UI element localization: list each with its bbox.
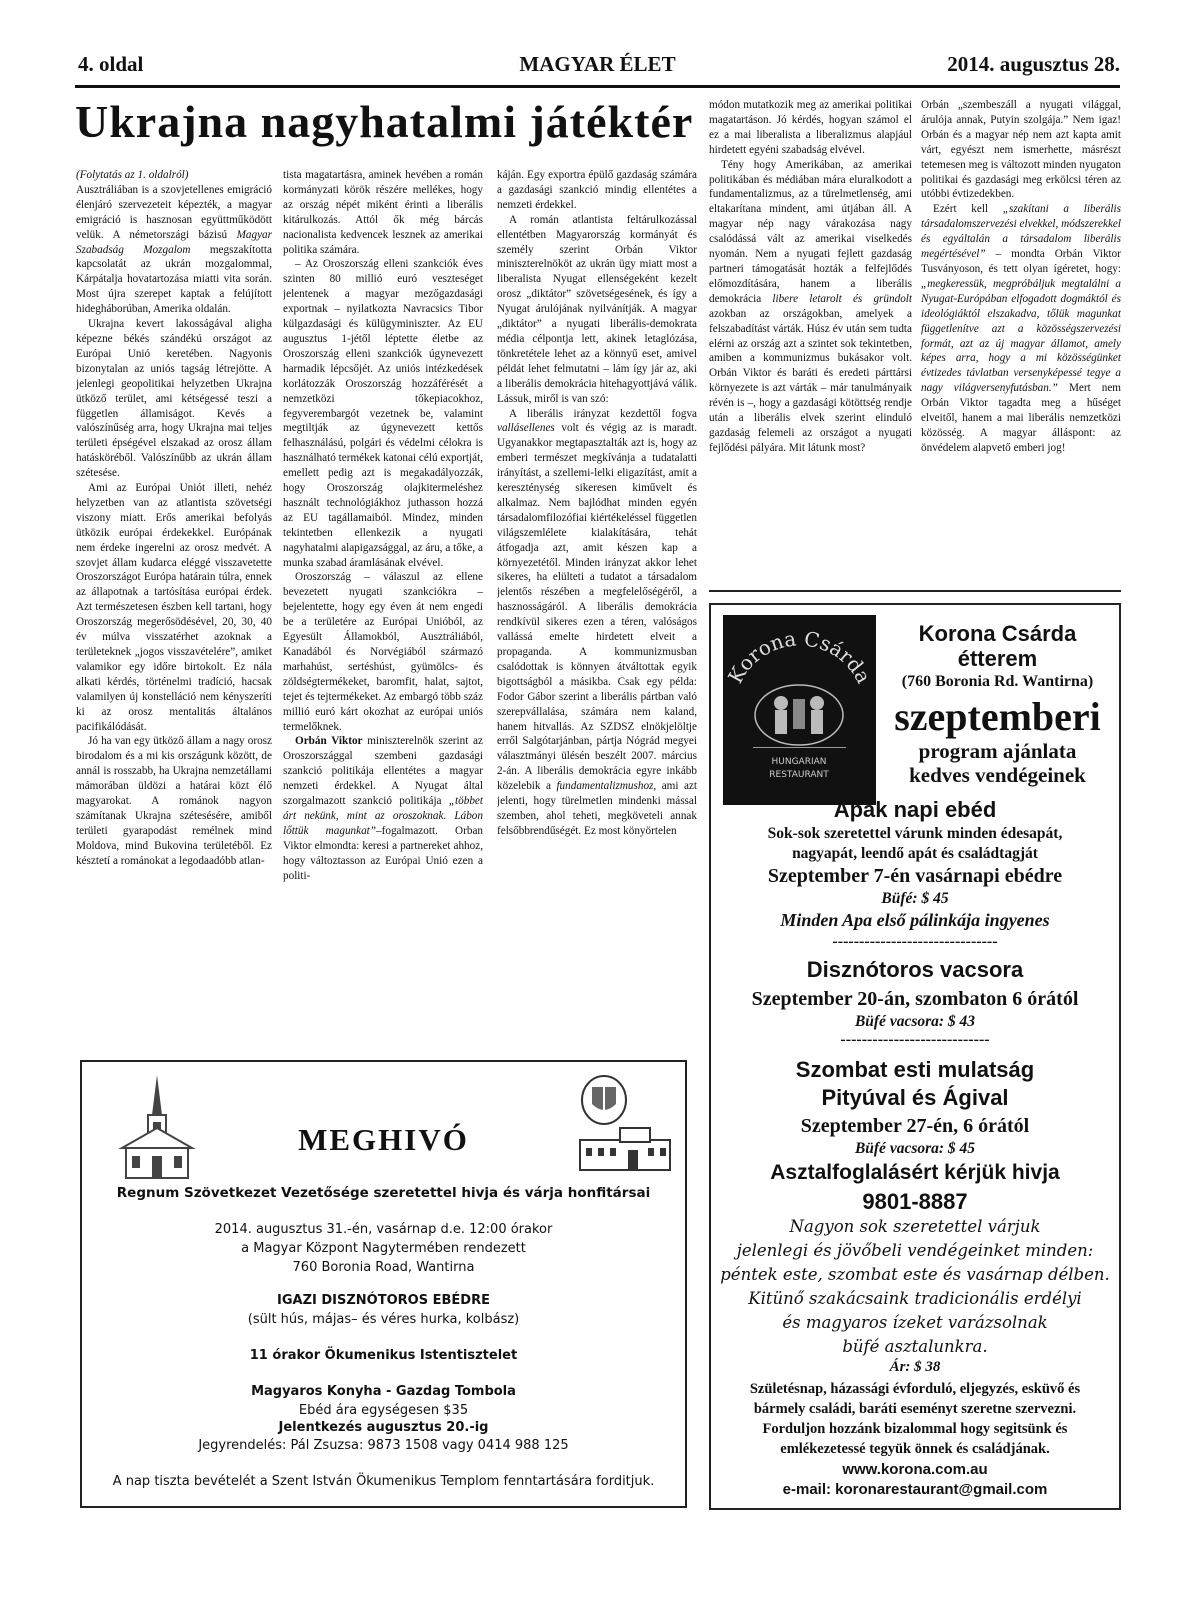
meghivo-title: MEGHIVÓ bbox=[298, 1122, 469, 1157]
booking-phone: 9801-8887 bbox=[862, 1189, 968, 1214]
korona-name: Korona Csárda bbox=[918, 621, 1077, 646]
article-paragraph: módon mutatkozik meg az amerikai politikai magatartáson. Jó kérdés, hogyan számol el ez a mai liberalista a liberalizmus alapjául hirdetett egyéni szabadság elvével. bbox=[709, 99, 912, 156]
article-paragraph: Oroszország – válaszul az ellene bevezetett nyugati szankciókra – bejelentette, hogy egy éven át nem engedi be a területére az Európai Unióból, az Egyesült Államokból, Ausztráliából, Kanadából és Norvégiából származó marhahúst, sertéshúst, gyümölcs- és zöldségtermékeket, baromfit, halat, sajtot, tejet és tejtermékeket. Az embargó több száz millió euró kárt okozhat az európai uniós termelőknek. bbox=[283, 571, 483, 733]
divider-line: ---------------------------- bbox=[840, 1031, 990, 1048]
footer-text: Forduljon hozzánk bizalommal hogy segitsünk és bbox=[762, 1421, 1068, 1437]
article-paragraph: Tény hogy Amerikában, az amerikai politikában és médiában mára eluralkodott a fundamentalizmus, az a türelmetlenség, ami eltakarítana mindent, ami útjában áll. A magyar nép nagy várakozása nagy csalódássá vált az amerikai viselkedés nyomán. Nem a nyugati fejlett gazdaság partneri támogatását hozták a felfejlődés előmozdítására, hanem a liberális demokrácia libere letarolt és gründolt azokban az országokban, amelyek a felszabadítást várták. Húsz év után sem tudta elérni az ország azt a szintet sok tekintetben, amiben a kommunizmus bukásakor volt. Orbán Viktor és baráti és eredeti párttársi környezete is azt várták – már tanulmányaik révén is –, hogy a gazdasági kötöttség rendje után a liberális elvek szerint elinduló gazdaság felemeli az országot a nyugati fejlődési pályára. Mit látunk most? bbox=[709, 158, 912, 454]
korona-program: program ajánlata bbox=[918, 739, 1077, 763]
email-link[interactable]: e-mail: koronarestaurant@gmail.com bbox=[782, 1481, 1048, 1498]
script-line: péntek este, szombat este és vasárnap délben. bbox=[720, 1265, 1110, 1284]
meghivo-line: A nap tiszta bevételét a Szent István Ökumenikus Templom fenntartására forditjuk. bbox=[112, 1474, 655, 1489]
meghivo-line: IGAZI DISZNÓTOROS EBÉDRE bbox=[277, 1293, 490, 1308]
korona-logo-sub1: HUNGARIAN bbox=[771, 757, 827, 767]
meghivo-line: Jegyrendelés: Pál Zsuzsa: 9873 1508 vagy 0414 988 125 bbox=[198, 1438, 569, 1453]
meghivo-line: Magyaros Konyha - Gazdag Tombola bbox=[251, 1384, 516, 1399]
article-paragraph: Ezért kell „szakítani a liberális társadalomszervezési elvekkel, módszerekkel és egyáltalán a társadalom liberális megértésével” – mondta Orbán Viktor Tusványoson, és tett olyan ígéretet, hogy: „megkeressük, megpróbáljuk megtalálni a Nyugat-Európában elfogadott dogmáktól és ideológiáktól elszakadva, tőlük magunkat függetlenítve azt a közösségszervezési formát, azt az új magyar államot, amely képes arra, hogy a mi közösségünket évtizedes távlatban versenyképessé tegye a nagy világversenyfutásban.” Mert nem Orbán Viktor tagadta meg a hűséget elveitől, hanem a mai liberális nemzetközi közösség. A magyar álláspont: az önvédelem alapvető emberi jog! bbox=[921, 203, 1121, 454]
event-date: Szeptember 20-án, szombaton 6 órától bbox=[751, 988, 1079, 1010]
meghivo-line: Ebéd ára egységesen $35 bbox=[298, 1403, 469, 1418]
footer-text: bármely családi, baráti eseményt szeretne szervezni. bbox=[753, 1401, 1077, 1417]
event-price: Büfé: $ 45 bbox=[881, 890, 949, 907]
event-title: Disznótoros vacsora bbox=[806, 957, 1024, 982]
korona-logo bbox=[723, 615, 876, 805]
newspaper-title: MAGYAR ÉLET bbox=[519, 52, 676, 76]
header-rule bbox=[75, 85, 1120, 88]
event-price: Büfé vacsora: $ 43 bbox=[854, 1013, 976, 1030]
article-paragraph: Orbán „szembeszáll a nyugati világgal, árulója annak, Putyin szolgája.” Nem igaz! Orbán és a magyar nép nem azt kapta amit várt, egyészt nem ismerhette, másrészt tetemesen meg is változott minden nyugaton politikai és gazdasági meg erkölcsi téren az utóbbi évtizedekben. bbox=[921, 99, 1121, 201]
issue-date: 2014. augusztus 28. bbox=[947, 52, 1120, 76]
korona-month: szeptemberi bbox=[894, 694, 1101, 739]
script-line: büfé asztalunkra. bbox=[842, 1337, 988, 1356]
meghivo-line: (sült hús, májas– és véres hurka, kolbász) bbox=[247, 1312, 520, 1327]
korona-csarda-ad bbox=[709, 603, 1121, 1510]
footer-text: emlékezetessé tegyük önnek és családjának. bbox=[780, 1441, 1050, 1457]
korona-logo-graphic bbox=[723, 615, 876, 805]
korona-logo-arc-text: Korona Csárda bbox=[723, 626, 876, 688]
footer-text: Születésnap, házassági évforduló, eljegyzés, esküvő és bbox=[749, 1381, 1081, 1397]
article-headline: Ukrajna nagyhatalmi játéktér bbox=[75, 96, 694, 147]
meghivo-line: 11 órakor Ökumenikus Istentisztelet bbox=[249, 1348, 518, 1363]
script-line: és magyaros ízeket varázsolnak bbox=[782, 1313, 1048, 1332]
article-paragraph: Jó ha van egy ütköző állam a nagy orosz birodalom és a mi kis országunk között, de annál is rosszabb, ha Ukrajna nemzetállami mámorában üldözi a határai közt élő magyarokat. A románok nagyon számítanak Ukrajna szétesésére, amiből területi gyarapodást remélnek mind Moldova, mind Bukovina területéből. Ez késztetí a románokat a legodaadóbb atlan- bbox=[76, 735, 272, 867]
article-column-3 bbox=[497, 168, 697, 1043]
event-note: Minden Apa első pálinkája ingyenes bbox=[780, 910, 1050, 930]
article-paragraph: Ausztráliában is a szovjetellenes emigráció élenjáró szervezeteit képezték, a magyar emigráció is hasznosan együttműködött velük. A németországi bázisú Magyar Szabadság Mozgalom megszakította kapcsolatát az ukrán mozgalommal, Kárpátalja hovatartozása miatti vita során. Most újra szerepet kaptak a felújított hidegháborúban, Amerika oldalán. bbox=[76, 183, 272, 316]
script-line: Kitünő szakácsaink tradicionális erdélyi bbox=[748, 1289, 1082, 1308]
page-number: 4. oldal bbox=[78, 52, 144, 76]
article-column-5 bbox=[921, 98, 1121, 581]
meghivo-line: Regnum Szövetkezet Vezetősége szeretettel hivja és várja honfitársai bbox=[116, 1185, 651, 1201]
column-divider bbox=[709, 590, 1121, 592]
event-text: nagyapát, leendő apát és családtagját bbox=[792, 845, 1038, 862]
meghivo-line: a Magyar Központ Nagytermében rendezett bbox=[241, 1241, 526, 1256]
article-paragraph: Ami az Európai Uniót illeti, nehéz helyzetben van az atlantista szövetségi viszony miatt. Erős amerikai befolyás ütközik európai érdekekkel. Európának nem érdeke ingerelni az orosz medvét. A szovjet állam kudarca eléggé visszavetette Oroszországot Európa határain túlra, ennek az állapotnak a tartósítása európai érdek. Azt természetesen észben kell tartani, hogy Oroszország megerősödésével, 20, 30, 40 év múlva visszatérhet azoknak a területeknek „jogos visszavételére”, amiket valamikor egy időre birtokolt. Ez nála alkati kérdés, történelmi tradíció, hacsak valamilyen új konstelláció nem kényszeríti ki az orosz mentalitás általános pacifikálódását. bbox=[76, 482, 272, 733]
buffet-price: Ár: $ 38 bbox=[889, 1359, 941, 1375]
event-title: Apák napi ebéd bbox=[833, 797, 997, 822]
event-date: Szeptember 7-én vasárnapi ebédre bbox=[767, 865, 1063, 887]
divider-line: ------------------------------- bbox=[832, 933, 998, 950]
korona-logo-sub2: RESTAURANT bbox=[769, 770, 829, 780]
svg-text:Korona Csárda bbox=[723, 626, 876, 687]
script-line: jelenlegi és jövőbeli vendégeinket minden: bbox=[736, 1241, 1094, 1260]
booking-text: Asztalfoglalásért kérjük hivja bbox=[770, 1161, 1060, 1184]
article-paragraph: A román atlantista feltárulkozással ellentétben Magyarország kormányát és személy szerint Orbán Viktor miniszterelnököt az ukrán ügy miatt most a liberalista Nyugat ellenségeként kezelt orosz „diktátor” szövetségesének, és így a Nyugat árulójának nyilvánítják. A magyar „diktátor” a nyugati liberális-demokrata média célpontja lett, akinek letaglózása, tönkretétele lehet az a könnyű eset, amivel példát lehet felmutatni – lám így jár az, aki a liberális demokrácia hitehagyottjává válik. Lássuk, miről is van szó: bbox=[497, 213, 697, 405]
korona-name-sub: étterem bbox=[957, 646, 1038, 671]
article-paragraph: káján. Egy exportra épülő gazdaság számára a gazdasági szankció mindig ellentétes a nemzeti érdekkel. bbox=[497, 169, 697, 211]
korona-program: kedves vendégeinek bbox=[909, 763, 1086, 787]
meghivo-line: 2014. augusztus 31.-én, vasárnap d.e. 12:00 órakor bbox=[214, 1222, 553, 1237]
event-title: Szombat esti mulatság bbox=[795, 1057, 1035, 1082]
meghivo-line: 760 Boronia Road, Wantirna bbox=[292, 1260, 475, 1275]
article-column-1 bbox=[76, 168, 272, 1043]
article-column-4 bbox=[709, 98, 912, 581]
article-paragraph: (Folytatás az 1. oldalról) bbox=[76, 169, 189, 181]
event-price: Büfé vacsora: $ 45 bbox=[854, 1140, 976, 1157]
article-paragraph: – Az Oroszország elleni szankciók éves szinten 80 millió euró veszteséget jelentenek a magyar mezőgazdasági exportnak – nyilatkozta Navracsics Tibor külgazdasági és külügyminiszter. Az EU augusztus 1-jétől léptette életbe az Oroszország elleni szankciók úgynevezett harmadik lépcsőjét. Az uniós intézkedések korlátozzák Oroszország hozzáférését a nemzetközi tőkepiacokhoz, fegyverembargót vezetnek be, valamint megtiltják az úgynevezett kettős felhasználású, polgári és védelmi célokra is használható termékek katonai célú exportját, emellett pedig azt is megakadályozzák, hogy Oroszország olajkitermeléshez használt technológiákhoz juthasson hozzá az EU tagállamaiból. Mindez, minden tekintetben ellenkezik a nyugati nagyhatalmi alapigazsággal, az áru, a tőke, a munka szabad áramlásának elvével. bbox=[283, 258, 483, 569]
script-line: Nagyon sok szeretettel várjuk bbox=[789, 1217, 1041, 1236]
korona-address: (760 Boronia Rd. Wantirna) bbox=[901, 673, 1094, 690]
website-link[interactable]: www.korona.com.au bbox=[842, 1461, 988, 1478]
article-column-2 bbox=[283, 168, 483, 1043]
article-paragraph: Ukrajna kevert lakosságával aligha képezne békés szándékú országot az Európai Unió keretében. Nagyonis bizonytalan az uniós tagság létrejötte. A jelenlegi geopolitikai helyzetben Ukrajna ütköző terület, ami kétségessé teszi a független államiságot. Kevés a valószínűség arra, hogy Ukrajna mai teljes területi épségével elszakad az orosz állam hatásköréből. Valószínűbb az ukrán állam szétesése. bbox=[76, 318, 272, 480]
meghivo-ad bbox=[80, 1060, 687, 1508]
meghivo-line: Jelentkezés augusztus 20.-ig bbox=[278, 1420, 489, 1435]
event-date: Szeptember 27-én, 6 órától bbox=[800, 1115, 1030, 1137]
article-paragraph: tista magatartásra, aminek hevében a román kormányzati körök részére mellékes, hogy az ország népét miként érinti a liberális kitárulkozás. Attól ők még bárcás nacionalista kedvencek lesznek az amerikai politika számára. bbox=[283, 169, 483, 256]
event-text: Sok-sok szeretettel várunk minden édesapát, bbox=[767, 825, 1063, 842]
article-paragraph: A liberális irányzat kezdettől fogva vallásellenes volt és végig az is maradt. Ugyanakkor megtapasztalták azt is, hogy az emberi természet megkívánja a tudatalatti irányítást, a szellemi-lelki eligazítást, amit a kereszténység sikeresen kiművelt és alkalmaz. Nem bajlódhat minden egyén társadalomfilozófiai kiértékeléssel független világszemlélete kialakítására, tehát átfogadja azt, amit készen kap a környezetétől. Minden irányzat akkor lehet sikeres, ha elülteti a tudatot a társadalom jelentős részében a megfelelőségéről, a hasznosságáról. A liberális demokrácia rendkívül sikeres ezen a téren, valóságos vallássá emelte hirdetett elveit a propaganda. A kommunizmusban csalódottak is könnyen átváltottak egyik bigottságból a másikba. Csak egy példa: Fodor Gábor szerint a liberális pártban való szerepvállalása, számára nem kaland, hanem hitvallás. Az SZDSZ elnökjelöltje erről Salgótarjánban, pártja Nógrád megyei választmányi ülésén beszélt 2007. március 2-án. A liberális demokrácia egyre inkább közelebik a fundamentalizmushoz, ami azt jelenti, hogy türelmetlen mindenki mással szemben, ahol teheti, megköveteli annak felsőbbrendűségét. Ez most könyörtelen bbox=[497, 407, 697, 837]
article-paragraph: Orbán Viktor miniszterelnök szerint az Oroszországgal szembeni gazdasági szankció politikája ellentétes a magyar nemzeti érdekkel. A Nyugat által szorgalmazott szankció politikája „többet árt nekünk, mint az oroszoknak. Lábon lőttük magunkat”–fogalmazott. Orban Viktor elmondta: keresi a partnereket ahhoz, hogy változtasson az Európai Unió ezen a politi- bbox=[283, 735, 483, 882]
event-title: Pityúval és Ágival bbox=[821, 1085, 1009, 1110]
